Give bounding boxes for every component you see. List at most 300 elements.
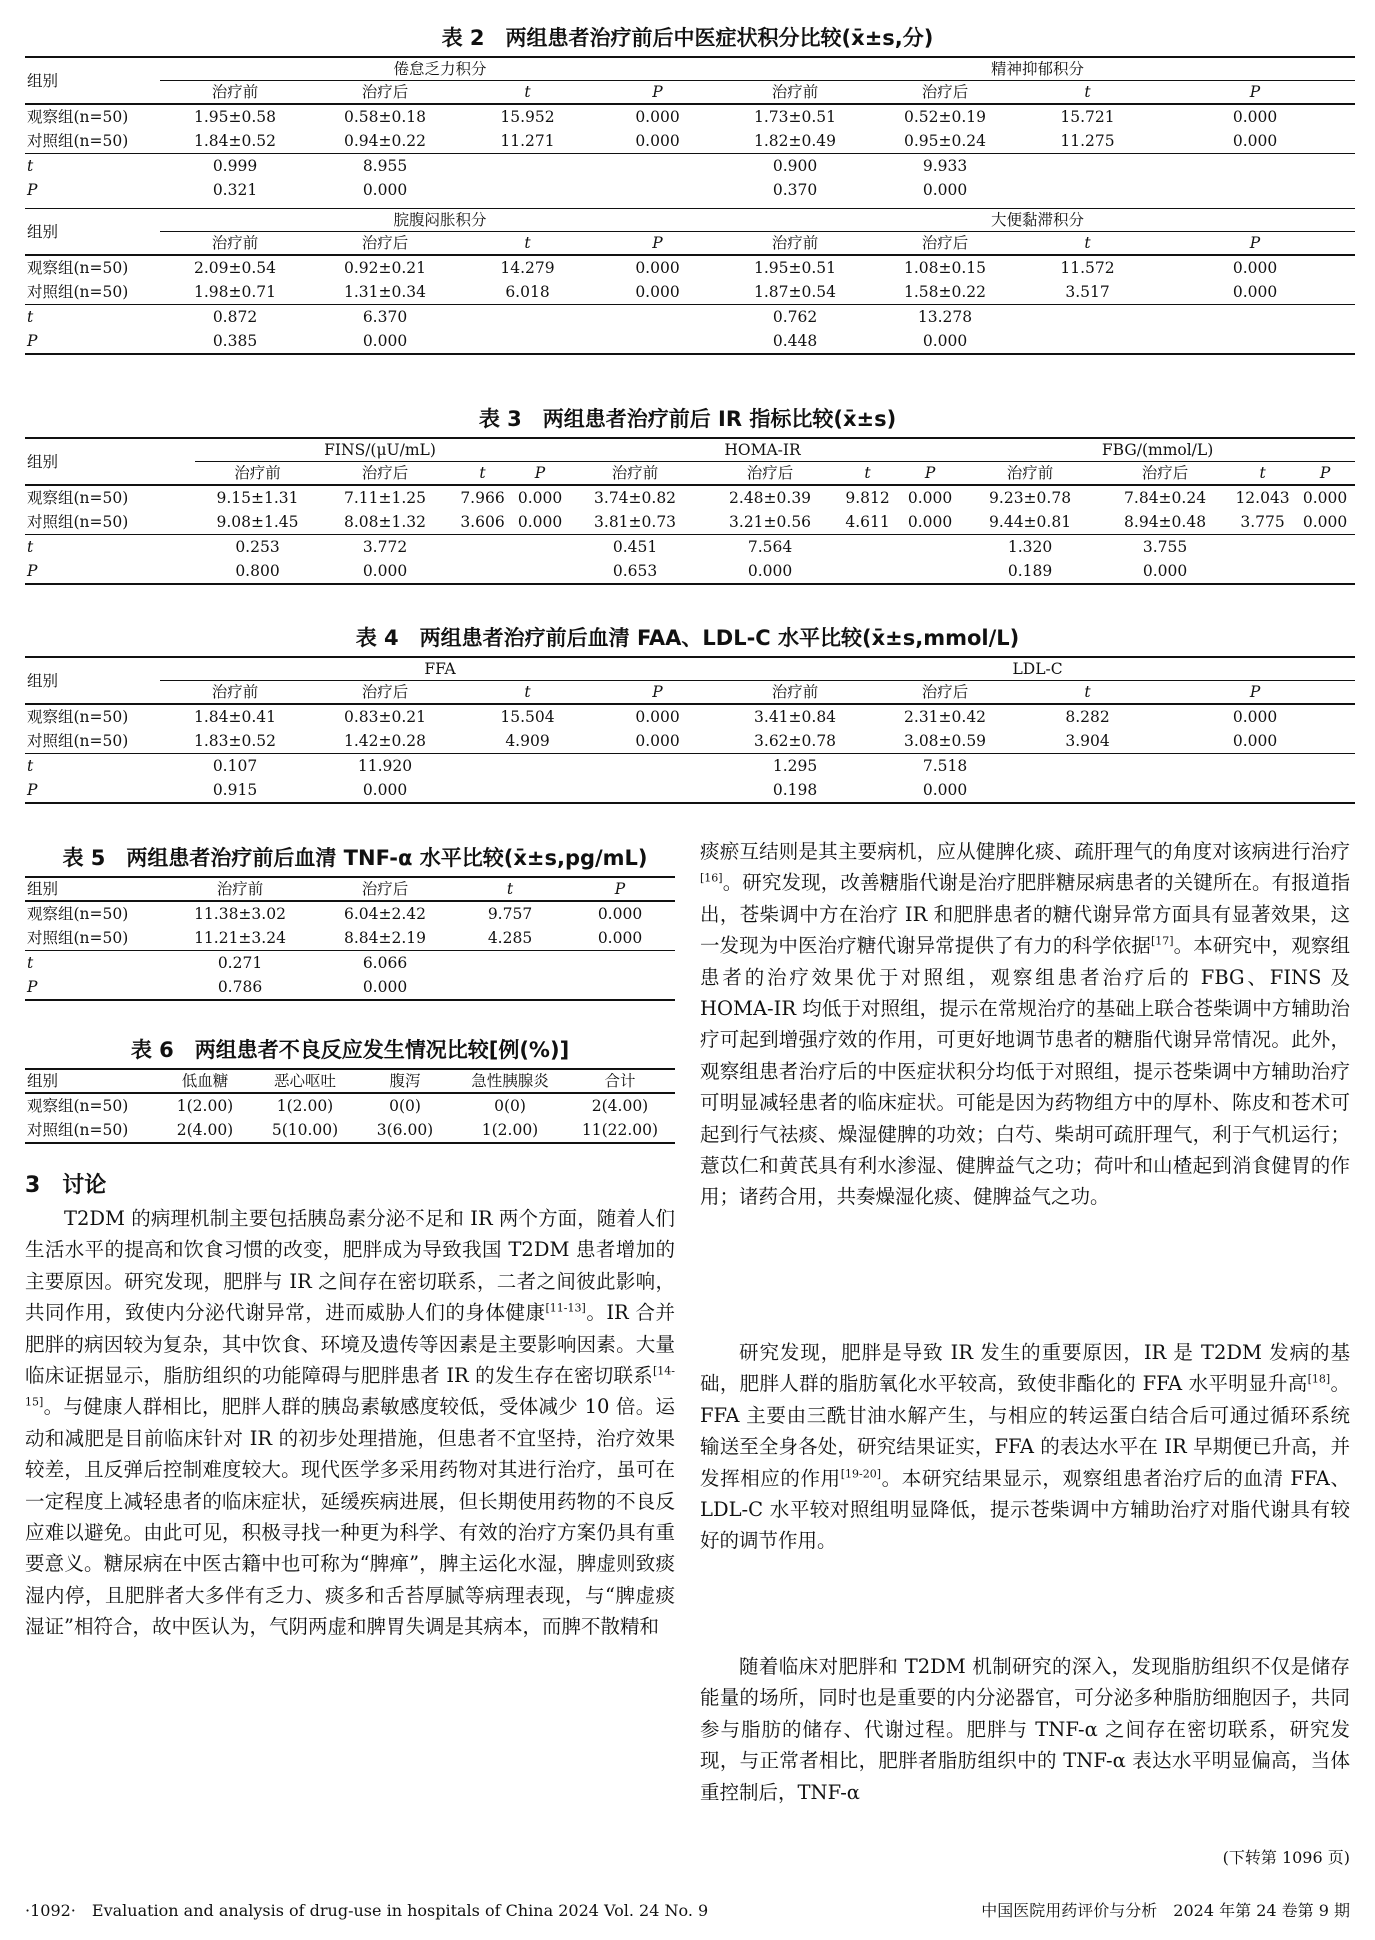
table-cell: P [565, 877, 675, 901]
table-cell: P [515, 462, 565, 486]
table-cell [595, 178, 720, 209]
table-cell: 治疗后 [310, 81, 460, 105]
table-cell: 0.189 [960, 559, 1100, 584]
table2 [25, 56, 1355, 355]
table-cell: 1.82±0.49 [754, 132, 837, 150]
table-cell: 0.000 [1232, 708, 1278, 726]
table-cell: 0.000 [597, 929, 643, 947]
table2-caption: 表 2 两组患者治疗前后中医症状积分比较(x̄±s,分) [441, 26, 934, 50]
table-cell [455, 951, 565, 976]
table-row [25, 280, 1355, 305]
table-row [25, 178, 1355, 209]
section-heading: 3 讨论 [25, 1173, 107, 1198]
table-cell: 9.812 [845, 489, 890, 507]
table-cell [595, 778, 720, 803]
table-cell: 0.000 [870, 778, 1020, 803]
table-cell [1230, 559, 1295, 584]
table-cell: 11.572 [1060, 259, 1115, 277]
table-cell: 3.08±0.59 [904, 732, 987, 750]
table-cell: 3.606 [460, 513, 505, 531]
table-cell: 0.000 [635, 132, 680, 150]
table-cell [835, 559, 900, 584]
table-cell: t [25, 154, 160, 179]
table-cell: 治疗前 [160, 681, 310, 705]
paragraph-text: 随着临床对肥胖和 T2DM 机制研究的深入，发现脂肪组织不仅是储存能量的场所，同时也是重要的内分泌器官，可分泌多种脂肪细胞因子，共同参与脂肪的储存、代谢过程。肥胖与 TNF-α 之间存在密切联系，研究发现，与正常者相比，肥胖者脂肪组织中的 TNF-α 表达水平明显偏高，当体重控制后，TNF-α [700, 1655, 1350, 1804]
table-cell: 治疗前 [720, 681, 870, 705]
table-cell: 0.000 [1232, 132, 1278, 150]
table-cell: 7.564 [705, 535, 835, 560]
table-row [25, 485, 1355, 510]
table-cell: 1.98±0.71 [193, 283, 276, 301]
table-cell: 0.000 [310, 329, 460, 354]
table-cell [460, 305, 595, 330]
table-cell: 4.285 [487, 929, 533, 947]
table-cell [460, 329, 595, 354]
table-row [25, 1069, 675, 1093]
table-cell: 0.107 [160, 754, 310, 779]
table-cell: 治疗后 [870, 681, 1020, 705]
table-cell: P [1155, 232, 1355, 256]
table-cell: 大便黏滞积分 [720, 209, 1355, 232]
table-cell: 15.721 [1060, 108, 1115, 126]
table-cell [460, 754, 595, 779]
table-cell: 对照组(n=50) [27, 132, 129, 150]
table-cell: 治疗前 [195, 462, 320, 486]
table-row [25, 329, 1355, 354]
table-cell: t [25, 305, 160, 330]
table-cell: 11.38±3.02 [194, 905, 286, 923]
table-cell: 15.504 [500, 708, 555, 726]
citation-ref: [16] [700, 871, 723, 885]
table-row [25, 657, 1355, 681]
table-row [25, 559, 1355, 584]
table-cell: 0.000 [635, 708, 680, 726]
table-cell [515, 535, 565, 560]
table-cell: P [595, 81, 720, 105]
table-cell [515, 559, 565, 584]
table-cell: 对照组(n=50) [27, 929, 129, 947]
table-row [25, 81, 1355, 105]
table-cell: 0.198 [720, 778, 870, 803]
table-cell: 6.04±2.42 [343, 905, 426, 923]
table-cell [1155, 329, 1355, 354]
table-row [25, 704, 1355, 729]
table-cell [595, 154, 720, 179]
table-cell: 0.448 [720, 329, 870, 354]
table-cell: 15.952 [500, 108, 555, 126]
table-cell: t [25, 754, 160, 779]
table-cell: t [1020, 681, 1155, 705]
table-cell: 0.52±0.19 [904, 108, 987, 126]
table-cell [900, 535, 960, 560]
table-cell: 0.000 [870, 329, 1020, 354]
table-cell: P [25, 178, 160, 209]
table-cell: 对照组(n=50) [27, 513, 129, 531]
table-cell: 治疗前 [960, 462, 1100, 486]
table-cell [1020, 178, 1155, 209]
table-cell: 治疗前 [720, 81, 870, 105]
table-cell: 3.21±0.56 [729, 513, 812, 531]
table-cell: 4.611 [845, 513, 890, 531]
table-cell: 治疗后 [310, 681, 460, 705]
table-cell [595, 305, 720, 330]
table-cell: 0.000 [1232, 259, 1278, 277]
table-cell: 治疗后 [310, 232, 460, 256]
table-cell [1295, 559, 1355, 584]
table-cell: 合计 [565, 1069, 675, 1093]
table-cell: 8.955 [310, 154, 460, 179]
table-cell: 2.09±0.54 [193, 259, 276, 277]
table-cell [450, 535, 515, 560]
table-cell: 治疗后 [870, 232, 1020, 256]
table-cell: 11.21±3.24 [194, 929, 286, 947]
table-cell: t [455, 877, 565, 901]
table-cell: 1.42±0.28 [343, 732, 426, 750]
paragraph-text: 痰瘀互结则是其主要病机，应从健脾化痰、疏肝理气的角度对该病进行治疗 [700, 840, 1350, 863]
table-cell: LDL-C [720, 657, 1355, 681]
table6 [25, 1068, 675, 1144]
table-cell [595, 329, 720, 354]
table-cell: 0.000 [310, 178, 460, 209]
table-cell: 0.370 [720, 178, 870, 209]
table-cell: 0.000 [870, 178, 1020, 209]
table-row [25, 1118, 675, 1143]
table-cell: 0.762 [720, 305, 870, 330]
table-cell: 0.000 [315, 975, 455, 1000]
table-cell [1020, 305, 1155, 330]
table-cell: 3.74±0.82 [594, 489, 677, 507]
table-cell: t [460, 232, 595, 256]
table-row [25, 510, 1355, 535]
table-cell: 治疗前 [160, 81, 310, 105]
table-cell: 低血糖 [155, 1069, 255, 1093]
table-cell: 组别 [25, 438, 195, 485]
table-cell: 0.253 [195, 535, 320, 560]
table-row [25, 951, 675, 976]
table-cell: 0.653 [565, 559, 705, 584]
table-cell: 0.786 [165, 975, 315, 1000]
table-cell: 对照组(n=50) [25, 1118, 155, 1143]
table-cell: 14.279 [500, 259, 555, 277]
table-cell: 观察组(n=50) [27, 708, 129, 726]
table-cell: 0.000 [597, 905, 643, 923]
table-cell: 0(0) [494, 1097, 526, 1115]
table-cell: 7.11±1.25 [343, 489, 426, 507]
table-cell: 7.84±0.24 [1124, 489, 1207, 507]
table-cell: 0.385 [160, 329, 310, 354]
table-cell: 0.800 [195, 559, 320, 584]
table-cell: 9.08±1.45 [216, 513, 299, 531]
table-cell: 8.94±0.48 [1124, 513, 1207, 531]
citation-ref: [19-20] [840, 1467, 882, 1481]
table-row [25, 104, 1355, 129]
table-cell: 3.517 [1065, 283, 1110, 301]
table6-caption: 表 6 两组患者不良反应发生情况比较[例(%)] [130, 1038, 570, 1062]
table-cell [460, 154, 595, 179]
table-cell: 0.000 [705, 559, 835, 584]
table-cell [595, 754, 720, 779]
table-cell: P [595, 232, 720, 256]
table-cell [1155, 305, 1355, 330]
table-cell: 0.451 [565, 535, 705, 560]
table-cell [450, 559, 515, 584]
table-cell [1155, 778, 1355, 803]
table-cell: P [1155, 81, 1355, 105]
table-row [25, 877, 675, 901]
table-cell [460, 178, 595, 209]
table-cell: 组别 [25, 57, 160, 104]
table-cell: 治疗后 [320, 462, 450, 486]
table-cell: 0.000 [517, 489, 563, 507]
table-row [25, 926, 675, 951]
table5-caption: 表 5 两组患者治疗前后血清 TNF-α 水平比较(x̄±s,pg/mL) [62, 846, 648, 870]
citation-ref: [18] [1307, 1372, 1331, 1386]
table-cell: 1.58±0.22 [904, 283, 987, 301]
table-cell: 0.000 [907, 513, 953, 531]
left-paragraph [25, 1203, 675, 1643]
table-cell: 观察组(n=50) [27, 108, 129, 126]
table-cell: 治疗前 [160, 232, 310, 256]
table-cell: P [25, 329, 160, 354]
table-cell: P [1155, 681, 1355, 705]
table-cell: 组别 [25, 657, 160, 704]
paragraph-text: 。FFA 主要由三酰甘油水解产生，与相应的转运蛋白结合后可通过循环系统输送至全身各处，研究结果证实，FFA 的表达水平在 IR 早期便已升高，并发挥相应的作用 [700, 1372, 1350, 1490]
table-cell: 11(22.00) [565, 1118, 675, 1143]
table-cell: 2.31±0.42 [904, 708, 987, 726]
table-cell: 3.62±0.78 [754, 732, 837, 750]
table-row [25, 729, 1355, 754]
table-cell: 治疗前 [565, 462, 705, 486]
table-cell [1020, 778, 1155, 803]
table-cell: 9.933 [870, 154, 1020, 179]
table-cell: 1.08±0.15 [904, 259, 987, 277]
table-cell [1020, 754, 1155, 779]
table-cell: 0(0) [389, 1097, 421, 1115]
table-cell: 8.84±2.19 [343, 929, 426, 947]
table-row [25, 305, 1355, 330]
table-cell: 3.755 [1100, 535, 1230, 560]
table-cell: P [595, 681, 720, 705]
table-cell: 观察组(n=50) [27, 1097, 129, 1115]
table-cell: FBG/(mmol/L) [960, 438, 1355, 462]
table-row [25, 154, 1355, 179]
table-cell: 1(2.00) [276, 1097, 334, 1115]
table-cell: 治疗后 [315, 877, 455, 901]
table-cell: 对照组(n=50) [27, 283, 129, 301]
table-cell: 9.44±0.81 [989, 513, 1072, 531]
table-cell: 脘腹闷胀积分 [160, 209, 720, 232]
table-cell: 1.295 [720, 754, 870, 779]
table-cell: 8.08±1.32 [343, 513, 426, 531]
table-cell: 0.000 [1100, 559, 1230, 584]
table-row [25, 535, 1355, 560]
table-cell: 0.000 [310, 778, 460, 803]
table-cell: 治疗前 [720, 232, 870, 256]
table-cell: 1.73±0.51 [754, 108, 837, 126]
citation-ref: [14-15] [25, 1364, 675, 1409]
table-cell: 2(4.00) [591, 1097, 649, 1115]
table-cell: FFA [160, 657, 720, 681]
table-cell [835, 535, 900, 560]
table-cell: P [25, 975, 165, 1000]
paragraph-text: 研究发现，肥胖是导致 IR 发生的重要原因，IR 是 T2DM 发病的基础，肥胖人群的脂肪氧化水平较高，致使非酯化的 FFA 水平明显升高 [700, 1341, 1350, 1396]
table-cell: 5(10.00) [255, 1118, 355, 1143]
table-cell: t [1020, 81, 1155, 105]
table-cell: 1.84±0.52 [193, 132, 276, 150]
table-cell: 组别 [25, 877, 165, 901]
table-cell [455, 975, 565, 1000]
table-cell: 组别 [25, 209, 160, 256]
table-cell: 0.872 [160, 305, 310, 330]
table-row [25, 209, 1355, 232]
table-cell [1020, 154, 1155, 179]
table-cell: t [450, 462, 515, 486]
table-cell: 观察组(n=50) [27, 905, 129, 923]
paragraph-text: 。IR 合并肥胖的病因较为复杂，其中饮食、环境及遗传等因素是主要影响因素。大量临床证据显示，脂肪组织的功能障碍与肥胖患者 IR 的发生存在密切联系 [25, 1301, 675, 1388]
table-cell: 0.000 [635, 259, 680, 277]
table-cell: 0.000 [1232, 108, 1278, 126]
table-cell: t [1020, 232, 1155, 256]
table-cell: 1.95±0.51 [754, 259, 837, 277]
table-cell: 急性胰腺炎 [455, 1069, 565, 1093]
footer-left: ·1092· Evaluation and analysis of drug-use in hospitals of China 2024 Vol. 24 No. 9 [25, 1901, 709, 1920]
table-row [25, 778, 1355, 803]
table-cell: t [25, 535, 195, 560]
table-cell: 观察组(n=50) [27, 259, 129, 277]
table-cell: 11.271 [500, 132, 555, 150]
table-cell: 6.018 [505, 283, 550, 301]
table-cell: 0.92±0.21 [343, 259, 426, 277]
table-cell: 13.278 [870, 305, 1020, 330]
table-cell [1155, 154, 1355, 179]
table-cell: t [460, 81, 595, 105]
table-cell: 2.48±0.39 [729, 489, 812, 507]
table-cell: 6.066 [315, 951, 455, 976]
table-row [25, 129, 1355, 154]
table-cell: 0.58±0.18 [343, 108, 426, 126]
table-cell: 治疗后 [870, 81, 1020, 105]
table-cell: 1.87±0.54 [754, 283, 837, 301]
table-cell [1020, 329, 1155, 354]
table-cell [565, 951, 675, 976]
table-cell: t [25, 951, 165, 976]
table5 [25, 876, 675, 1001]
table-cell [460, 778, 595, 803]
table4-caption: 表 4 两组患者治疗前后血清 FAA、LDL-C 水平比较(x̄±s,mmol/L) [355, 626, 1020, 650]
table-cell: 0.95±0.24 [904, 132, 987, 150]
table-cell: 3.41±0.84 [754, 708, 837, 726]
table-cell: P [1295, 462, 1355, 486]
table-row [25, 57, 1355, 81]
table-cell: 1.31±0.34 [343, 283, 426, 301]
table3 [25, 437, 1355, 585]
table-cell: 3.775 [1240, 513, 1285, 531]
table-cell: P [25, 559, 195, 584]
table-cell: 治疗后 [1100, 462, 1230, 486]
table-cell: 11.920 [310, 754, 460, 779]
continued-note: (下转第 1096 页) [1222, 1848, 1350, 1867]
paragraph-text: T2DM 的病理机制主要包括胰岛素分泌不足和 IR 两个方面，随着人们生活水平的提高和饮食习惯的改变，肥胖成为导致我国 T2DM 患者增加的主要原因。研究发现，肥胖与 IR 之间存在密切联系，二者之间彼此影响，共同作用，致使内分泌代谢异常，进而威胁人们的身体健康 [25, 1207, 675, 1325]
table-row [25, 438, 1355, 462]
table-cell: 3.81±0.73 [594, 513, 677, 531]
table-cell: 1(2.00) [176, 1097, 234, 1115]
table-cell: P [900, 462, 960, 486]
table-cell: 0.000 [517, 513, 563, 531]
table-cell: 1.95±0.58 [193, 108, 276, 126]
table-cell: 0.000 [907, 489, 953, 507]
table-cell: 0.000 [1302, 513, 1348, 531]
table-row [25, 255, 1355, 280]
paragraph-text: 。研究发现，改善糖脂代谢是治疗肥胖糖尿病患者的关键所在。有报道指出，苍柴调中方在治疗 IR 和肥胖患者的糖代谢异常方面具有显著效果，这一发现为中医治疗糖代谢异常提供了有力的科学依据 [700, 871, 1350, 958]
table-cell: 9.15±1.31 [216, 489, 299, 507]
table-cell: 0.000 [1302, 489, 1348, 507]
table-row [25, 901, 675, 926]
table-cell: 观察组(n=50) [27, 489, 129, 507]
table-cell: 12.043 [1235, 489, 1290, 507]
table-cell: 组别 [25, 1069, 155, 1093]
table3-caption: 表 3 两组患者治疗前后 IR 指标比较(x̄±s) [478, 407, 897, 431]
table-cell: 1(2.00) [455, 1118, 565, 1143]
table4 [25, 656, 1355, 804]
table-cell: 治疗后 [705, 462, 835, 486]
table-cell: 0.271 [165, 951, 315, 976]
table-cell: 4.909 [505, 732, 550, 750]
table-cell: 0.915 [160, 778, 310, 803]
table-cell: 0.000 [635, 283, 680, 301]
table-cell: t [835, 462, 900, 486]
table-cell [1230, 535, 1295, 560]
table-cell: 对照组(n=50) [27, 732, 129, 750]
table-cell: 7.518 [870, 754, 1020, 779]
table-cell: 倦怠乏力积分 [160, 57, 720, 81]
table-cell [900, 559, 960, 584]
table-cell: 3.772 [320, 535, 450, 560]
table-cell: 0.000 [635, 732, 680, 750]
table-cell: 11.275 [1060, 132, 1115, 150]
table-cell [1295, 535, 1355, 560]
right-paragraph-1 [700, 836, 1350, 1213]
table-cell: t [460, 681, 595, 705]
table-cell: 0.94±0.22 [343, 132, 426, 150]
table-cell: 2(4.00) [155, 1118, 255, 1143]
table-row [25, 975, 675, 1000]
table-cell: 0.000 [1232, 283, 1278, 301]
table-cell: 8.282 [1065, 708, 1110, 726]
table-cell: 恶心呕吐 [255, 1069, 355, 1093]
citation-ref: [11-13] [545, 1301, 586, 1315]
citation-ref: [17] [1150, 934, 1174, 948]
table-row [25, 754, 1355, 779]
table-cell: 0.000 [1232, 732, 1278, 750]
table-cell: HOMA-IR [565, 438, 960, 462]
right-paragraph-3 [700, 1651, 1350, 1808]
table-cell: 治疗前 [165, 877, 315, 901]
table-row [25, 462, 1355, 486]
table-cell: 9.23±0.78 [989, 489, 1072, 507]
paragraph-text: 。与健康人群相比，肥胖人群的胰岛素敏感度较低，受体减少 10 倍。运动和减肥是目前临床针对 IR 的初步处理措施，但患者不宜坚持，治疗效果较差，且反弹后控制难度较大。现代医学多采用药物对其进行治疗，虽可在一定程度上减轻患者的临床症状，延缓疾病进展，但长期使用药物的不良反应难以避免。由此可见，积极寻找一种更为科学、有效的治疗方案仍具有重要意义。糖尿病在中医古籍中也可称为“脾瘅”，脾主运化水湿，脾虚则致痰湿内停，且肥胖者大多伴有乏力、痰多和舌苔厚腻等病理表现，与“脾虚痰湿证”相符合，故中医认为，气阴两虚和脾胃失调是其病本，而脾不散精和 [25, 1395, 675, 1639]
table-cell: P [25, 778, 160, 803]
table-cell: 腹泻 [355, 1069, 455, 1093]
paragraph-text: 。本研究中，观察组患者的治疗效果优于对照组，观察组患者治疗后的 FBG、FINS 及 HOMA-IR 均低于对照组，提示在常规治疗的基础上联合苍柴调中方辅助治疗可起到增强疗效的作用，可更好地调节患者的糖脂代谢异常情况。此外，观察组患者治疗后的中医症状积分均低于对照组，提示苍柴调中方辅助治疗可明显减轻患者的临床症状。可能是因为药物组方中的厚朴、陈皮和苍术可起到行气祛痰、燥湿健脾的功效；白芍、柴胡可疏肝理气，利于气机运行；薏苡仁和黄芪具有利水渗湿、健脾益气之功；荷叶和山楂起到消食健胃的作用；诸药合用，共奏燥湿化痰、健脾益气之功。 [700, 934, 1350, 1209]
table-cell: 0.999 [160, 154, 310, 179]
table-cell: 1.84±0.41 [193, 708, 276, 726]
table-row [25, 681, 1355, 705]
table-row [25, 1093, 675, 1118]
table-cell [1155, 178, 1355, 209]
table-cell: 0.900 [720, 154, 870, 179]
table-row [25, 232, 1355, 256]
table-cell [1155, 754, 1355, 779]
